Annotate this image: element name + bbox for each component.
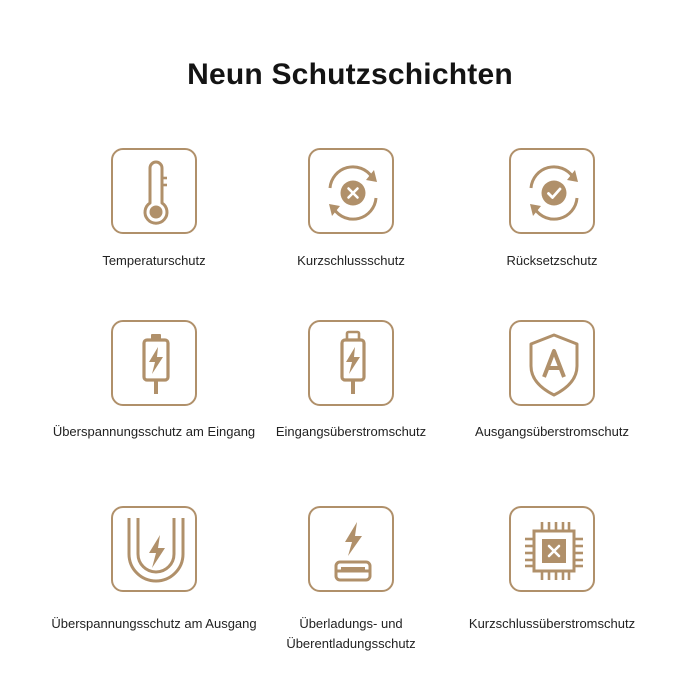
- x-cycle-icon: [308, 148, 394, 234]
- feature-label: Eingangsüberstromschutz: [275, 424, 427, 439]
- feature-label: Kurzschlussüberstromschutz: [468, 616, 636, 631]
- plug-bolt-icon: [308, 320, 394, 406]
- feature-label-line-1: Überladungs- und Überentladungsschutz: [286, 616, 416, 651]
- shield-a-icon: [509, 320, 595, 406]
- page-title: Neun Schutzschichten: [187, 58, 513, 91]
- battery-bolt-icon: [111, 320, 197, 406]
- bolt-charger-icon: [308, 506, 394, 592]
- feature-label: Temperaturschutz: [102, 253, 206, 268]
- feature-label: Ausgangsüberstromschutz: [475, 424, 629, 439]
- feature-label: Überspannungsschutz am Eingang: [52, 424, 256, 439]
- u-bolt-icon: [111, 506, 197, 592]
- chip-x-icon: [509, 506, 595, 592]
- thermometer-icon: [111, 148, 197, 234]
- feature-label: Überspannungsschutz am Ausgang: [51, 616, 257, 631]
- feature-label: Kurzschlussschutz: [297, 253, 405, 268]
- check-cycle-icon: [509, 148, 595, 234]
- feature-label: Rücksetzschutz: [506, 253, 598, 268]
